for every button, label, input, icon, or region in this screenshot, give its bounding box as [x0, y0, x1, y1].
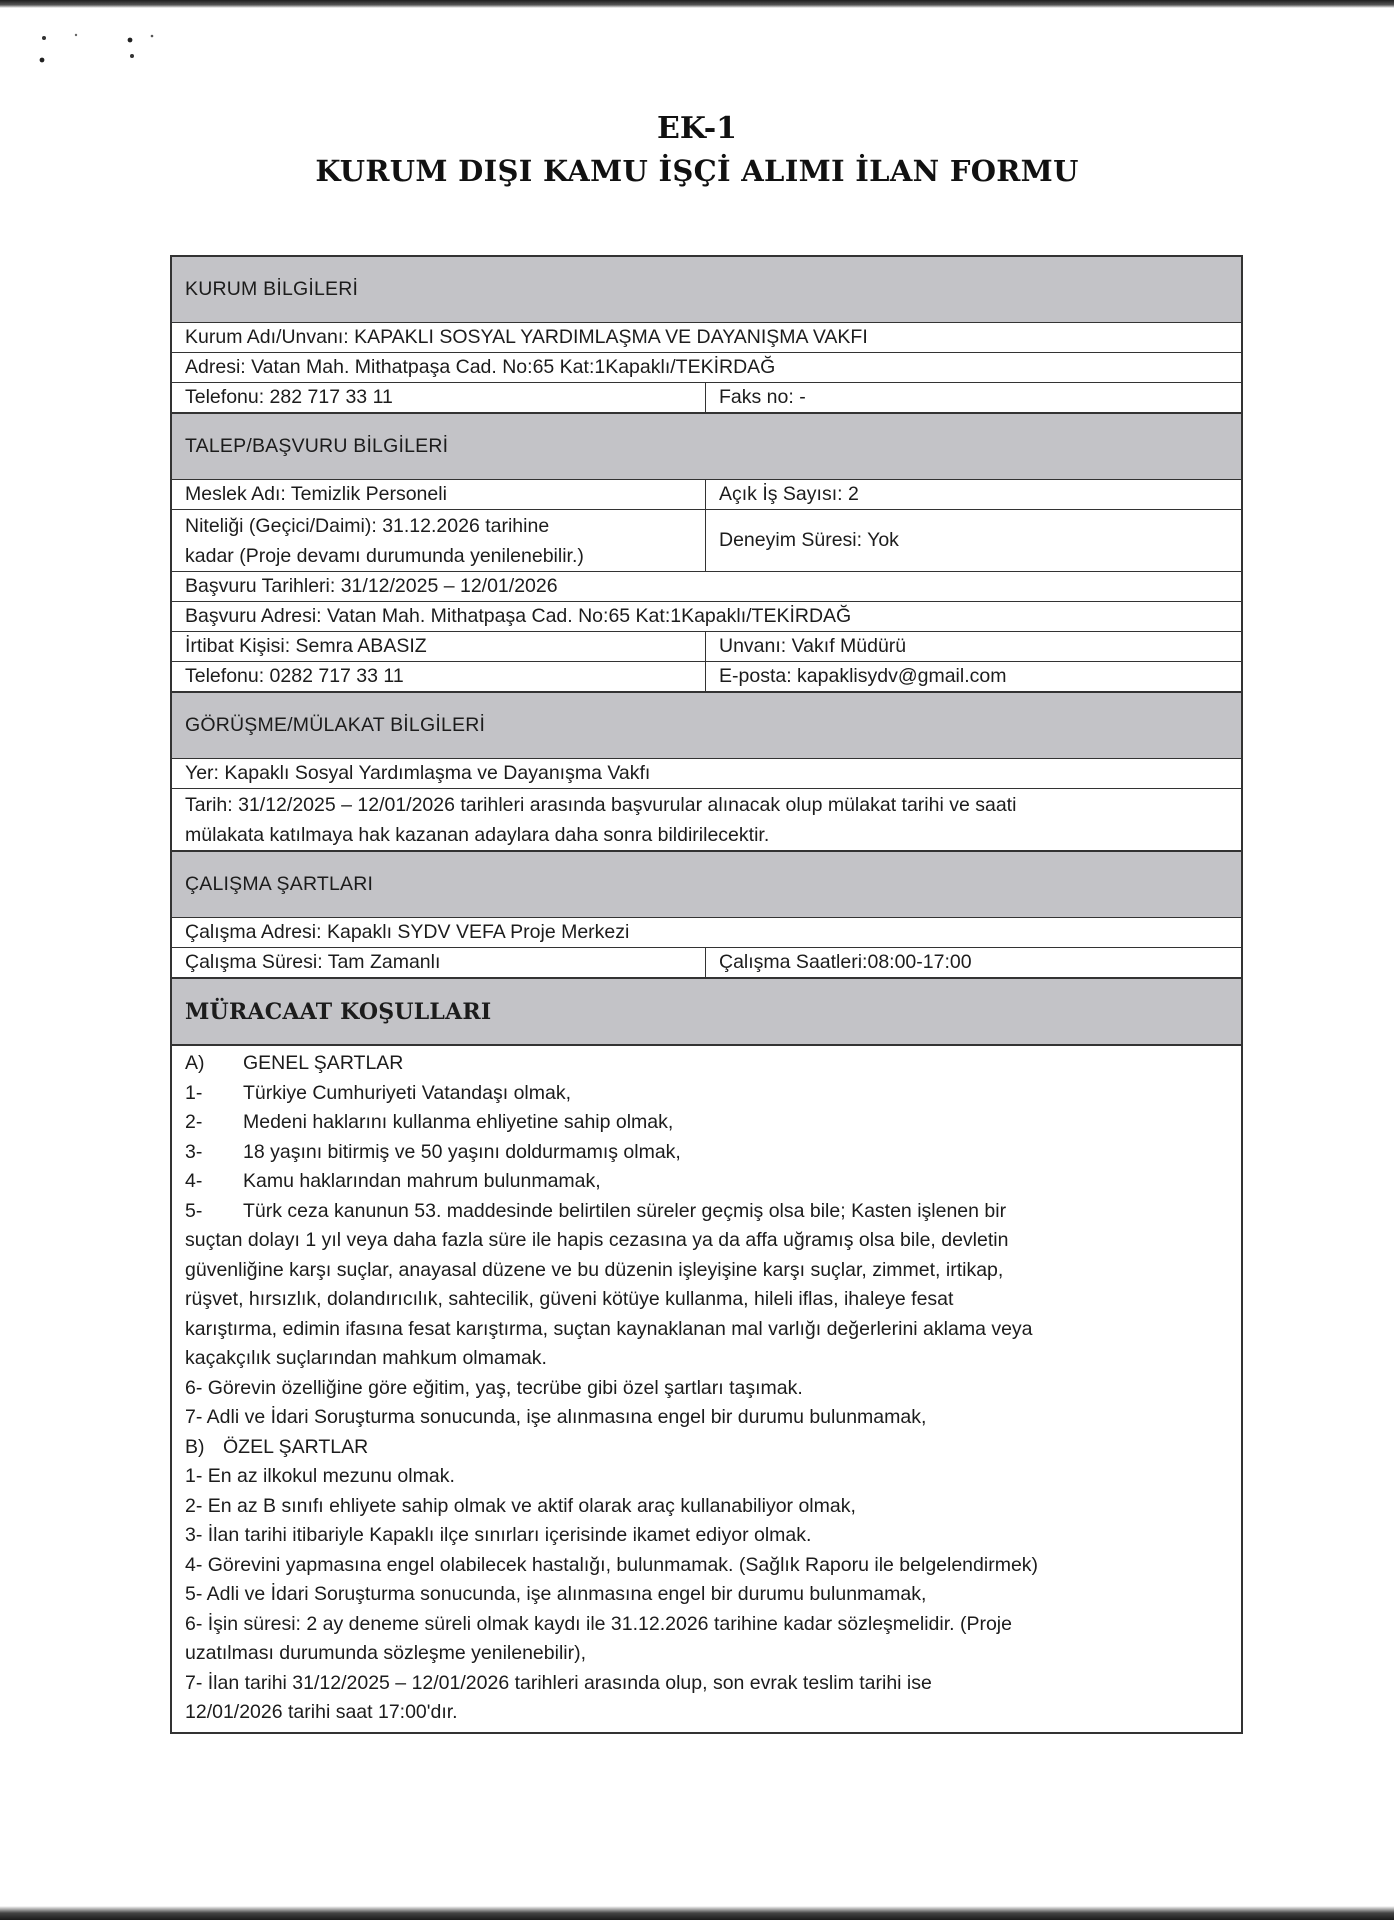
row-calisma-adresi	[172, 917, 1241, 947]
list-item: 5- Türk ceza kanunun 53. maddesinde belirtilen süreler geçmiş olsa bile; Kasten işlenen bir	[185, 1199, 1007, 1222]
announcement-form	[170, 255, 1243, 1734]
row-meslek	[172, 479, 1241, 509]
conditions-list	[172, 1044, 1241, 1732]
list-item: 5- Adli ve İdari Soruşturma sonucunda, işe alınmasına engel bir durumu bulunmamak,	[185, 1583, 927, 1605]
row-irtibat	[172, 631, 1241, 661]
section-title: MÜRACAAT KOŞULLARI	[185, 998, 492, 1025]
genel-sartlar-heading: A) GENEL ŞARTLAR	[185, 1052, 404, 1074]
title-form-name: KURUM DIŞI KAMU İŞÇİ ALIMI İLAN FORMU	[315, 154, 1079, 188]
section-muracaat-kosullari	[172, 977, 1241, 1044]
irtibat-kisisi: İrtibat Kişisi: Semra ABASIZ	[172, 632, 706, 661]
section-title: TALEP/BAŞVURU BİLGİLERİ	[185, 435, 449, 457]
calisma-suresi: Çalışma Süresi: Tam Zamanlı	[172, 948, 706, 977]
acik-is-sayisi: Açık İş Sayısı: 2	[719, 483, 859, 505]
list-item: 4- Kamu haklarından mahrum bulunmamak,	[185, 1170, 601, 1192]
section-title: GÖRÜŞME/MÜLAKAT BİLGİLERİ	[185, 714, 486, 736]
nitelik-line: Niteliği (Geçici/Daimi): 31.12.2026 tarihine	[185, 515, 550, 537]
section-title: KURUM BİLGİLERİ	[185, 278, 359, 300]
section-talep-basvuru	[172, 412, 1241, 479]
list-item: 6- Görevin özelliğine göre eğitim, yaş, tecrübe gibi özel şartları taşımak.	[185, 1376, 803, 1399]
list-item: 2- En az B sınıfı ehliyete sahip olmak ve aktif olarak araç kullanabiliyor olmak,	[185, 1494, 856, 1517]
row-kurum-adi	[172, 322, 1241, 352]
list-item: 7- Adli ve İdari Soruşturma sonucunda, işe alınmasına engel bir durumu bulunmamak,	[185, 1406, 927, 1428]
irtibat-unvan: Unvanı: Vakıf Müdürü	[719, 635, 907, 657]
list-item: 7- İlan tarihi 31/12/2025 – 12/01/2026 tarihleri arasında olup, son evrak teslim tarihi ise	[185, 1671, 932, 1694]
row-basvuru-adresi	[172, 601, 1241, 631]
mulakat-yer: Yer: Kapaklı Sosyal Yardımlaşma ve Dayanışma Vakfı	[185, 762, 651, 784]
list-item-continuation: rüşvet, hırsızlık, dolandırıcılık, sahtecilik, güveni kötüye kullanma, hileli iflas, ihaleye fesat	[185, 1288, 954, 1310]
list-item-continuation: uzatılması durumunda sözleşme yenilenebilir),	[185, 1642, 587, 1664]
list-item-continuation: suçtan dolayı 1 yıl veya daha fazla süre ile hapis cezasına ya da affa uğramış olsa bile, devletin	[185, 1229, 1009, 1251]
list-item-continuation: 12/01/2026 tarihi saat 17:00'dır.	[185, 1701, 458, 1723]
calisma-adresi: Çalışma Adresi: Kapaklı SYDV VEFA Proje Merkezi	[185, 921, 630, 943]
ozel-sartlar-heading: B) ÖZEL ŞARTLAR	[185, 1435, 369, 1458]
section-title: ÇALIŞMA ŞARTLARI	[185, 873, 374, 895]
mulakat-tarih	[172, 789, 1241, 850]
list-item: 2- Medeni haklarını kullanma ehliyetine sahip olmak,	[185, 1111, 674, 1133]
basvuru-tarihleri: Başvuru Tarihleri: 31/12/2025 – 12/01/2026	[185, 575, 558, 597]
row-kurum-adres	[172, 352, 1241, 382]
section-calisma-sartlari	[172, 850, 1241, 917]
scan-bottom-edge	[0, 1906, 1394, 1920]
row-nitelik	[172, 509, 1241, 571]
meslek-adi: Meslek Adı: Temizlik Personeli	[172, 480, 706, 509]
list-item-continuation: güvenliğine karşı suçlar, anayasal düzene ve bu düzenin işleyişine karşı suçlar, zimmet, irtikap,	[185, 1258, 1004, 1281]
irtibat-eposta: E-posta: kapaklisydv@gmail.com	[719, 665, 1007, 687]
kurum-faks: Faks no: -	[719, 386, 806, 408]
kurum-adi: Kurum Adı/Unvanı: KAPAKLI SOSYAL YARDIMLAŞMA VE DAYANIŞMA VAKFI	[185, 326, 868, 348]
row-calisma-sure	[172, 947, 1241, 977]
kurum-telefon: Telefonu: 282 717 33 11	[172, 383, 706, 412]
list-item: 1- Türkiye Cumhuriyeti Vatandaşı olmak,	[185, 1081, 572, 1104]
document-title	[0, 108, 1394, 192]
list-item: 1- En az ilkokul mezunu olmak.	[185, 1465, 455, 1487]
row-yer	[172, 758, 1241, 788]
row-basvuru-tarihleri	[172, 571, 1241, 601]
niteligi	[172, 510, 706, 571]
list-item-continuation: kaçakçılık suçlarından mahkum olmamak.	[185, 1347, 547, 1369]
list-item: 4- Görevini yapmasına engel olabilecek hastalığı, bulunmamak. (Sağlık Raporu ile belgelendirmek)	[185, 1553, 1039, 1576]
deneyim-suresi: Deneyim Süresi: Yok	[719, 529, 899, 551]
scan-top-edge	[0, 0, 1394, 8]
list-item: 3- 18 yaşını bitirmiş ve 50 yaşını doldurmamış olmak,	[185, 1140, 681, 1163]
kurum-adres: Adresi: Vatan Mah. Mithatpaşa Cad. No:65 Kat:1Kapaklı/TEKİRDAĞ	[185, 356, 776, 378]
list-item: 6- İşin süresi: 2 ay deneme süreli olmak kaydı ile 31.12.2026 tarihine kadar sözleşmelidir. (Proje	[185, 1612, 1012, 1635]
tarih-line: mülakata katılmaya hak kazanan adaylara daha sonra bildirilecektir.	[185, 824, 770, 846]
basvuru-adresi: Başvuru Adresi: Vatan Mah. Mithatpaşa Cad. No:65 Kat:1Kapaklı/TEKİRDAĞ	[185, 605, 852, 627]
list-item: 3- İlan tarihi itibariyle Kapaklı ilçe sınırları içerisinde ikamet ediyor olmak.	[185, 1524, 812, 1546]
calisma-saatleri: Çalışma Saatleri:08:00-17:00	[719, 951, 972, 973]
section-gorusme-mulakat	[172, 691, 1241, 758]
row-kurum-telefon	[172, 382, 1241, 412]
list-item-continuation: karıştırma, edimin ifasına fesat karıştırma, suçtan kaynaklanan mal varlığı değerlerini aklama veya	[185, 1317, 1033, 1340]
title-annex: EK-1	[656, 111, 738, 146]
tarih-line: Tarih: 31/12/2025 – 12/01/2026 tarihleri arasında başvurular alınacak olup mülakat tarihi ve saati	[185, 794, 1017, 816]
nitelik-line: kadar (Proje devamı durumunda yenilenebilir.)	[185, 545, 584, 567]
row-tarih	[172, 788, 1241, 850]
scan-artifact-dots	[38, 30, 168, 70]
section-kurum-bilgileri	[172, 255, 1241, 322]
row-iletisim	[172, 661, 1241, 691]
irtibat-telefon: Telefonu: 0282 717 33 11	[172, 662, 706, 691]
